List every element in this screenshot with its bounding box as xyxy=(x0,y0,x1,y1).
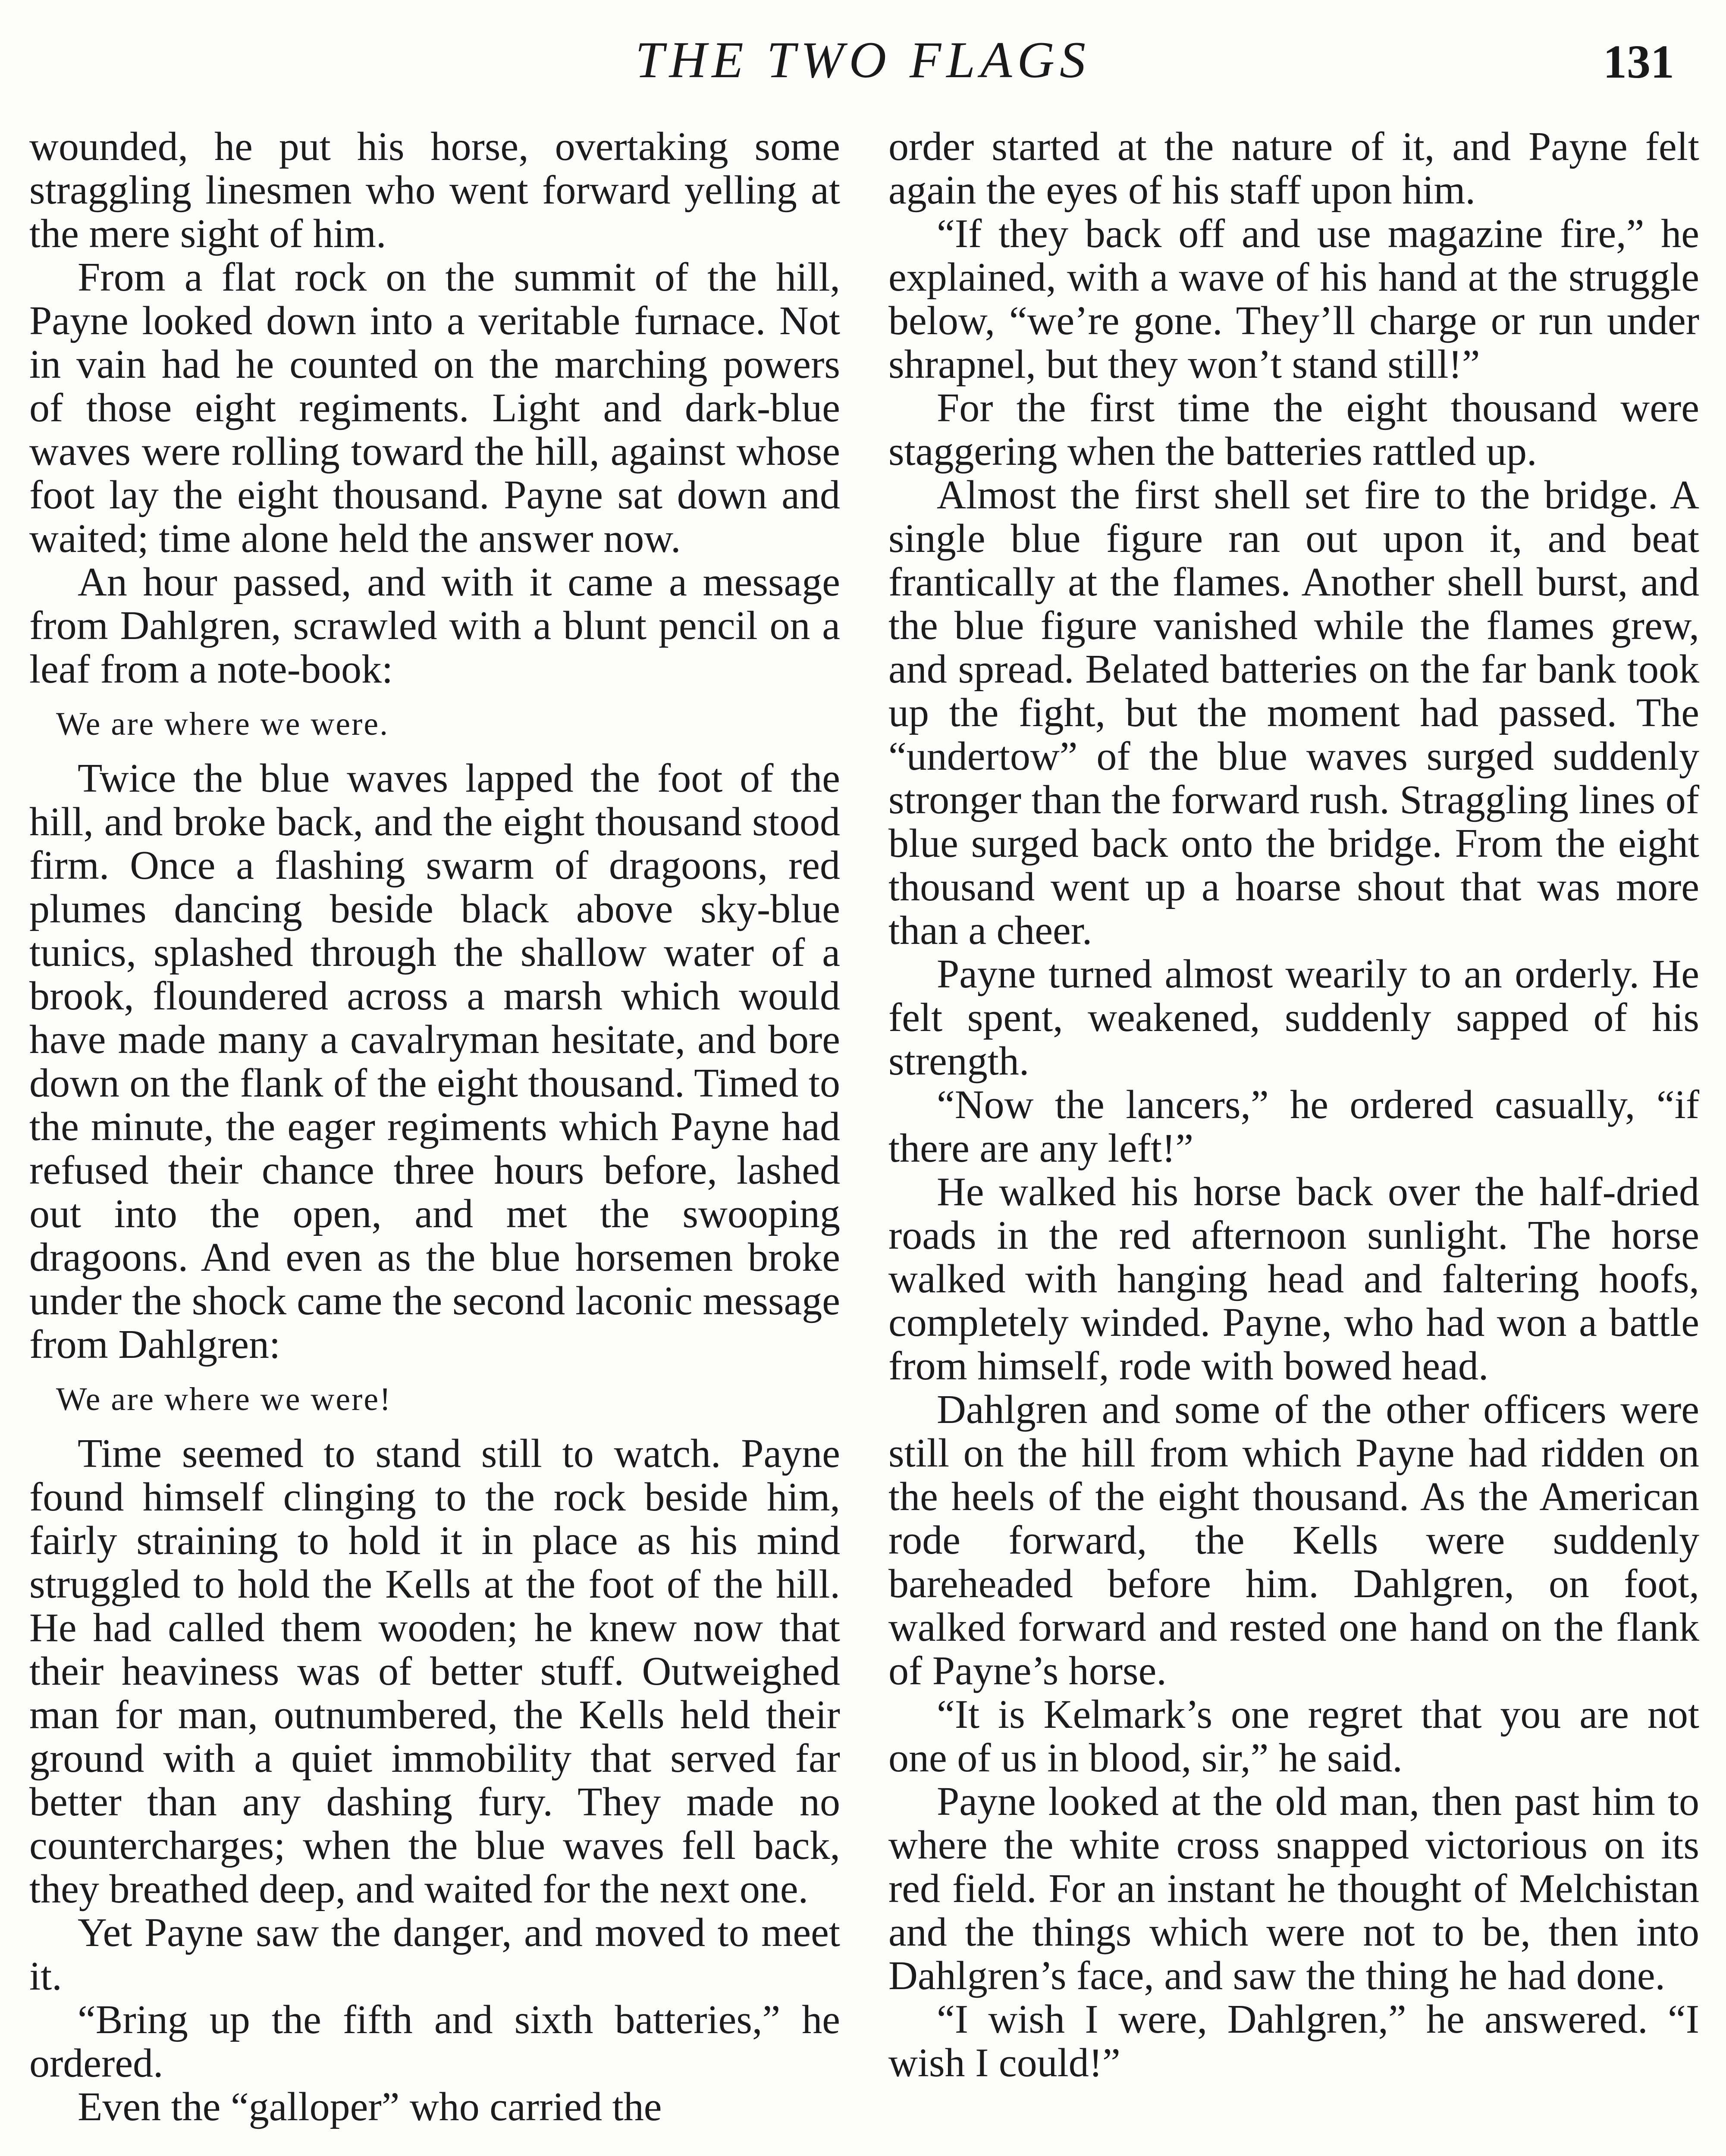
paragraph: “Bring up the fifth and sixth batteries,” he ordered. xyxy=(29,1997,840,2086)
paragraph: Twice the blue waves lapped the foot of the hill, and broke back, and the eight thousand stood firm. Once a flashing swarm of dragoons, red plumes dancing beside black above sky-blue tunics, splashed through the shallow water of a brook, floundered across a marsh which would have made many a cavalryman hesitate, and bore down on the flank of the eight thousand. Timed to the minute, the eager regiments which Payne had refused their chance three hours before, lashed out into the open, and met the swooping dragoons. And even as the blue horsemen broke under the shock came the second laconic message from Dahlgren: xyxy=(29,756,840,1367)
paragraph: “If they back off and use magazine fire,” he explained, with a wave of his hand at the struggle below, “we’re gone. They’ll charge or run under shrapnel, but they won’t stand still!” xyxy=(888,211,1699,387)
paragraph: Dahlgren and some of the other officers were still on the hill from which Payne had ridden on the heels of the eight thousand. As the American rode forward, the Kells were suddenly bareheaded before him. Dahlgren, on foot, walked forward and rested one hand on the flank of Payne’s horse. xyxy=(888,1387,1699,1693)
running-title: THE TWO FLAGS xyxy=(635,31,1091,88)
paragraph: Payne turned almost wearily to an orderly. He felt spent, weakened, suddenly sapped of his strength. xyxy=(888,952,1699,1084)
paragraph: From a flat rock on the summit of the hill, Payne looked down into a veritable furnace. Not in vain had he counted on the marching powers of those eight regiments. Light and dark-blue waves were rolling toward the hill, against whose foot lay the eight thousand. Payne sat down and waited; time alone held the answer now. xyxy=(29,255,840,561)
paragraph: order started at the nature of it, and Payne felt again the eyes of his staff upon him. xyxy=(888,124,1699,213)
paragraph: “Now the lancers,” he ordered casually, “if there are any left!” xyxy=(888,1082,1699,1171)
message-quote: We are where we were. xyxy=(56,706,389,742)
paragraph: Time seemed to stand still to watch. Payne found himself clinging to the rock beside him, fairly straining to hold it in place as his mind struggled to hold the Kells at the foot of the hill. He had called them wooden; he knew now that their heaviness was of better stuff. Outweighed man for man, outnumbered, the Kells held their ground with a quiet immobility that served far better than any dashing fury. They made no countercharges; when the blue waves fell back, they breathed deep, and waited for the next one. xyxy=(29,1431,840,1912)
right-column xyxy=(888,125,1699,2085)
left-column xyxy=(29,125,840,2129)
paragraph: Almost the first shell set fire to the bridge. A single blue figure ran out upon it, and beat frantically at the flames. Another shell burst, and the blue figure vanished while the flames grew, and spread. Belated batteries on the far bank took up the fight, but the moment had passed. The “undertow” of the blue waves surged suddenly stronger than the forward rush. Straggling lines of blue surged back onto the bridge. From the eight thousand went up a hoarse shout that was more than a cheer. xyxy=(888,473,1699,953)
page-number: 131 xyxy=(1603,35,1674,88)
paragraph: For the first time the eight thousand were staggering when the batteries rattled up. xyxy=(888,385,1699,474)
paragraph: wounded, he put his horse, overtaking some straggling linesmen who went forward yelling at the mere sight of him. xyxy=(29,124,840,256)
paragraph: Yet Payne saw the danger, and moved to meet it. xyxy=(29,1910,840,1999)
paragraph: “It is Kelmark’s one regret that you are not one of us in blood, sir,” he said. xyxy=(888,1692,1699,1780)
paragraph: “I wish I were, Dahlgren,” he answered. “I wish I could!” xyxy=(888,1997,1699,2085)
paragraph: Payne looked at the old man, then past him to where the white cross snapped victorious on its red field. For an instant he thought of Melchistan and the things which were not to be, then into Dahlgren’s face, and saw the thing he had done. xyxy=(888,1779,1699,1998)
paragraph: He walked his horse back over the half-dried roads in the red afternoon sunlight. The horse walked with hanging head and faltering hoofs, completely winded. Payne, who had won a battle from himself, rode with bowed head. xyxy=(888,1169,1699,1388)
paragraph: Even the “galloper” who carried the xyxy=(78,2084,662,2129)
message-quote: We are where we were! xyxy=(56,1381,392,1417)
paragraph: An hour passed, and with it came a message from Dahlgren, scrawled with a blunt pencil on a leaf from a note-book: xyxy=(29,560,840,692)
running-head xyxy=(0,26,1726,91)
